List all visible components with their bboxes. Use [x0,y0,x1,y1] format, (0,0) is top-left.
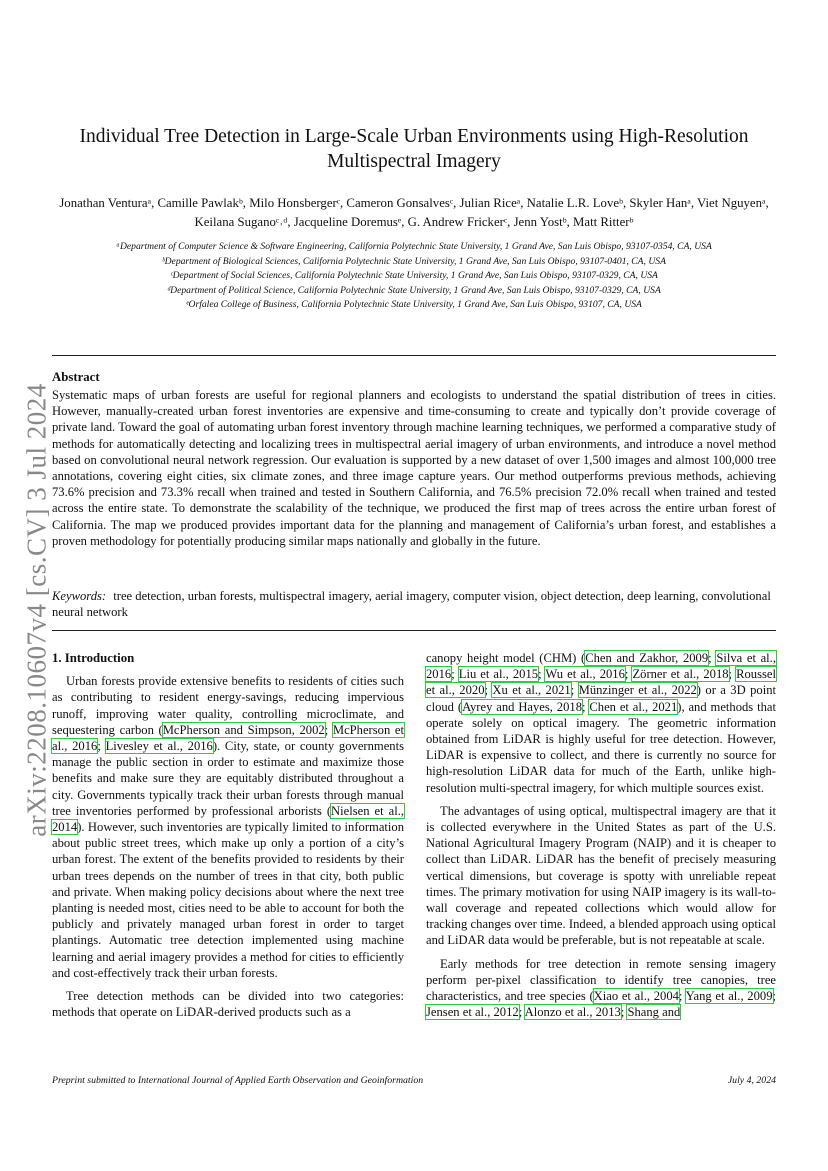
affiliation-d: ᵈDepartment of Political Science, California Polytechnic State University, 1 Grand Ave, San Luis Obispo, 93107-0329, CA, USA [167,284,661,296]
abstract-heading: Abstract [52,370,100,384]
citation-link[interactable]: Alonzo et al., 2013 [524,1005,621,1020]
footer-date: July 4, 2024 [727,1075,776,1086]
top-divider [52,355,776,356]
keywords-label: Keywords: [52,589,107,603]
affiliation-c: ᶜDepartment of Social Sciences, California Polytechnic State University, 1 Grand Ave, San Luis Obispo, 93107-0329, CA, USA [170,270,658,281]
keywords [52,588,776,620]
right-column [426,650,776,1020]
intro-paragraph-5: Early methods for tree detection in remote sensing imagery perform per-pixel classification to identify tree canopies, tree characteristics, and tree species (Xiao et al., 2004; Yang et al., 2009; Jensen et al., 2012; Alonzo et al., 2013; Shang and [426,956,776,1020]
left-column [52,650,404,1020]
citation-link[interactable]: Chen et al., 2021 [589,699,678,714]
intro-paragraph-3: canopy height model (CHM) (Chen and Zakhor, 2009; Silva et al., 2016; Liu et al., 2015; Wu et al., 2016; Zörner et al., 2018; Roussel et al., 2020; Xu et al., 2021; Münzinger et al., 2022) or a 3D point cloud (Ayrey and Hayes, 2018; Chen et al., 2021), and methods that operate solely on optical imagery. The geometric information obtained from LiDAR is highly useful for tree detection. However, LiDAR is expensive to collect, and there is currently no source for high-resolution LiDAR data for much of the Earth, unlike high-resolution multi-spectral imagery, for which multiple sources exist. [426,651,776,795]
paper-title: Individual Tree Detection in Large-Scale Urban Environments using High-Resolution Multispectral Imagery [79,126,749,172]
affiliation-a: ᵃDepartment of Computer Science & Software Engineering, California Polytechnic State University, 1 Grand Ave, San Luis Obispo, 93107-0354, CA, USA [116,241,712,252]
arxiv-stamp: arXiv:2208.10607v4 [cs.CV] 3 Jul 2024 [21,383,52,837]
citation-link[interactable]: Yang et al., 2009 [685,989,773,1004]
citation-link[interactable]: Jensen et al., 2012 [426,1005,519,1020]
citation-link[interactable]: Silva et al., 2016 [426,651,776,682]
intro-paragraph-1: Urban forests provide extensive benefits to residents of cities such as contributing to resident energy-savings, reducing impervious runoff, improving water quality, controlling microclimate, and sequestering carbon (McPherson and Simpson, 2002; McPherson et al., 2016; Livesley et al., 2016). City, state, or county governments manage the public section in order to estimate and maximize those benefits and make sure they are equitably distributed throughout a city. Governments typically track their urban forests through manual tree inventories performed by professional arborists (Nielsen et al., 2014). However, such inventories are typically limited to information about public street trees, which make up only a portion of a city’s urban forest. The extent of the benefits provided to residents by their urban trees depends on the number of trees in that city, both public and private. When making policy decisions about where the next tree planting is needed most, cities need to be able to account for both the publicly and privately managed urban forest in order to target plantings. Automatic tree detection implemented using machine learning and aerial imagery provides a method for cities to efficiently and cost-effectively track their urban forests. [52,674,404,980]
citation-link[interactable]: Livesley et al., 2016 [105,739,213,754]
citation-link[interactable]: Xiao et al., 2004 [593,989,679,1004]
citation-link[interactable]: Xu et al., 2021 [492,683,571,698]
citation-link[interactable]: Liu et al., 2015 [458,667,539,682]
citation-link[interactable]: McPherson et al., 2016 [52,722,404,754]
citation-link[interactable]: Chen and Zakhor, 2009 [585,651,709,665]
intro-paragraph-4: The advantages of using optical, multispectral imagery are that it is collected everywhere in the United States as part of the U.S. National Agricultural Imagery Program (NAIP) and it is cheaper to collect than LiDAR. LiDAR has the benefit of precisely measuring vertical dimensions, but coverage is spotty with unreliable repeat times. The primary motivation for using NAIP imagery is its wall-to-wall coverage and repeated collections which would allow for tracking changes over time. Indeed, a blended approach using optical and LiDAR data would be preferable, but is not repeatable at scale. [426,803,776,948]
affiliation-e: ᵉOrfalea College of Business, California Polytechnic State University, 1 Grand Ave, San Luis Obispo, 93107, CA, USA [186,299,642,310]
keywords-list: tree detection, urban forests, multispectral imagery, aerial imagery, computer vision, object detection, deep learning, convolutional neural network [52,589,771,620]
section-heading: 1. Introduction [52,651,135,665]
citation-link[interactable]: McPherson and Simpson, 2002 [162,722,325,737]
citation-link[interactable]: Shang and [627,1005,681,1020]
citation-link[interactable]: Ayrey and Hayes, 2018 [462,699,582,714]
citation-link[interactable]: Münzinger et al., 2022 [578,683,697,698]
author-list: Jonathan Venturaᵃ, Camille Pawlakᵇ, Milo Honsbergerᶜ, Cameron Gonsalvesᶜ, Julian Riceᵃ, Natalie L.R. Loveᵇ, Skyler Hanᵃ, Viet Nguyenᵃ, Keilana Suganoᶜ˒ᵈ, Jacqueline Doremusᵉ, G. Andrew Frickerᶜ, Jenn Yostᵇ, Matt Ritterᵇ [59,196,769,229]
page-footer [52,1075,776,1086]
affiliation-b: ᵇDepartment of Biological Sciences, California Polytechnic State University, 1 Grand Ave, San Luis Obispo, 93107-0401, CA, USA [162,255,666,267]
abstract-text: Systematic maps of urban forests are useful for regional planners and ecologists to understand the spatial distribution of trees in cities. However, manually-created urban forest inventories are expensive and time-consuming to create and typically don’t provide coverage of private land. Toward the goal of automating urban forest inventory through machine learning techniques, we performed a comparative study of methods for automatically detecting and localizing trees in multispectral aerial imagery of urban environments, and introduce a novel method based on convolutional neural network regression. Our evaluation is supported by a new dataset of over 1,500 images and almost 100,000 tree annotations, covering eight cities, six climate zones, and three image capture years. Our method outperforms previous methods, achieving 73.6% precision and 73.3% recall when trained and tested in Southern California, and 76.5% precision 72.0% recall when trained and tested across the entire state. To demonstrate the scalability of the technique, we produced the first map of trees across the entire urban forest of California. The map we produced provides important data for the planning and management of California’s urban forest, and establishes a proven methodology for potentially producing similar maps nationally and globally in the future. [52,388,776,548]
citation-link[interactable]: Roussel et al., 2020 [426,667,776,698]
citation-link[interactable]: Zörner et al., 2018 [632,667,729,682]
footer-journal: Preprint submitted to International Journal of Applied Earth Observation and Geoinformation [52,1075,424,1086]
citation-link[interactable]: Wu et al., 2016 [545,667,625,682]
abstract-divider [52,630,776,631]
affiliations [52,240,776,313]
intro-paragraph-2: Tree detection methods can be divided into two categories: methods that operate on LiDAR-derived products such as a [52,989,404,1020]
citation-link[interactable]: Nielsen et al., 2014 [52,803,404,835]
